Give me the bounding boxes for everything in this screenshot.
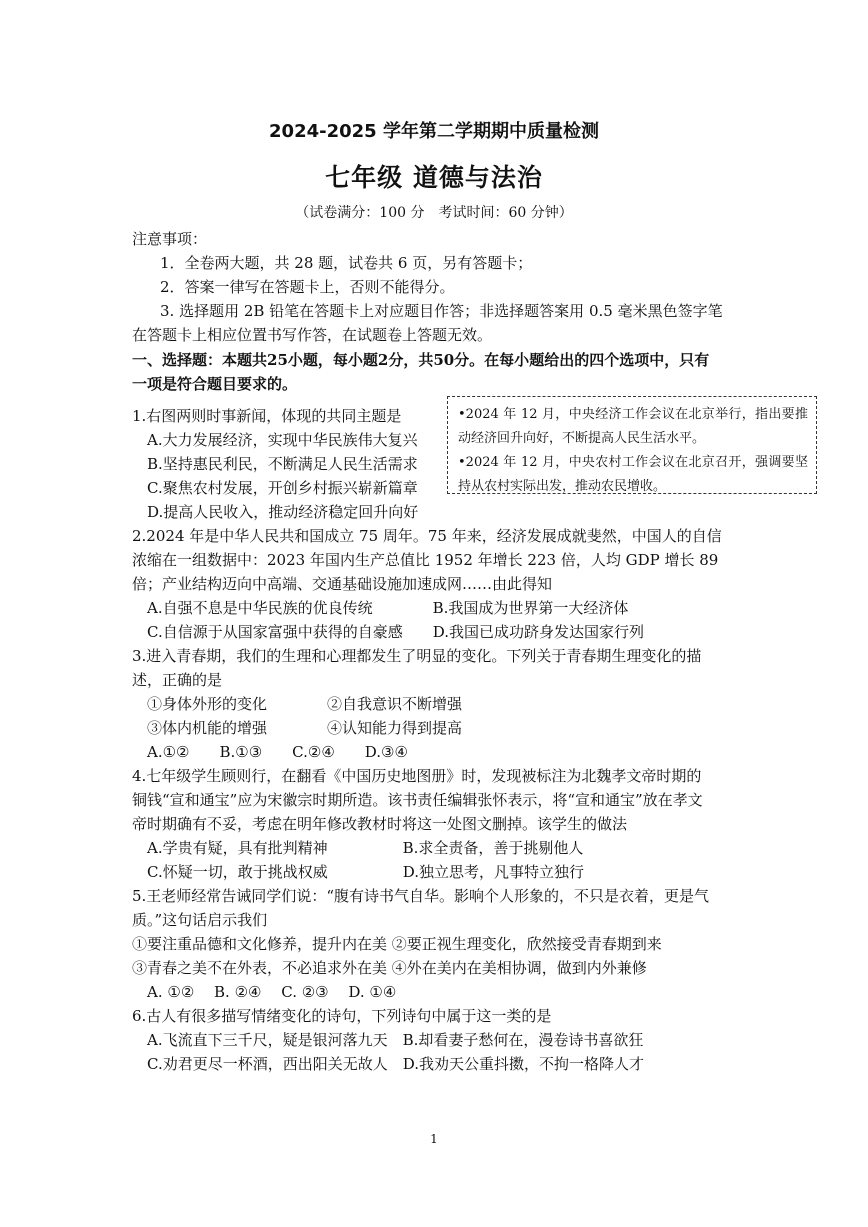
exam-subject: 七年级 道德与法治 bbox=[325, 163, 543, 192]
notice-item-1: 1．全卷两大题，共 28 题，试卷共 6 页，另有答题卡； bbox=[160, 254, 533, 272]
q3-stem-2: 述，正确的是 bbox=[132, 671, 223, 689]
q5-options: A. ①② B. ②④ C. ②③ D. ①④ bbox=[147, 983, 397, 1001]
q2-stem-3: 倍；产业结构迈向中高端、交通基础设施加速成网……由此得知 bbox=[132, 575, 553, 593]
q3-options: A.①② B.①③ C.②④ D.③④ bbox=[147, 743, 408, 761]
q5-stem-2: 质。”这句话启示我们 bbox=[132, 911, 268, 929]
exam-meta: （试卷满分：100 分 考试时间：60 分钟） bbox=[295, 205, 573, 221]
q2-options-ab: A.自强不息是中华民族的优良传统 B.我国成为世界第一大经济体 bbox=[147, 599, 629, 617]
page-number: 1 bbox=[430, 1132, 438, 1146]
section-heading: 一、选择题：本题共25小题，每小题2分，共50分。在每小题给出的四个选项中，只有 bbox=[132, 351, 710, 369]
q6-options-ab: A.飞流直下三千尺，疑是银河落九天 B.却看妻子愁何在，漫卷诗书喜欲狂 bbox=[147, 1031, 644, 1049]
q2-options-cd: C.自信源于从国家富强中获得的自豪感 D.我国已成功跻身发达国家行列 bbox=[147, 623, 644, 641]
notice-item-3: 3. 选择题用 2B 铅笔在答题卡上对应题目作答；非选择题答案用 0.5 毫米黑色签字笔 bbox=[160, 302, 723, 320]
q4-stem-1: 4.七年级学生顾则行，在翻看《中国历史地图册》时，发现被标注为北魏孝文帝时期的 bbox=[132, 767, 702, 785]
q5-statements-12: ①要注重品德和文化修养，提升内在美 ②要正视生理变化，欣然接受青春期到来 bbox=[132, 935, 662, 953]
notice-item-2: 2．答案一律写在答题卡上，否则不能得分。 bbox=[160, 278, 455, 296]
q4-stem-3: 帝时期确有不妥，考虑在明年修改教材时将这一处图文删掉。该学生的做法 bbox=[132, 815, 628, 833]
q1-option-b: B.坚持惠民利民，不断满足人民生活需求 bbox=[147, 455, 418, 473]
section-heading-cont: 一项是符合题目要求的。 bbox=[132, 375, 298, 393]
q3-stem-1: 3.进入青春期，我们的生理和心理都发生了明显的变化。下列关于青春期生理变化的描 bbox=[132, 647, 702, 665]
exam-title: 2024-2025 学年第二学期期中质量检测 bbox=[269, 121, 599, 142]
q1-option-a: A.大力发展经济，实现中华民族伟大复兴 bbox=[147, 431, 418, 449]
q4-stem-2: 铜钱“宣和通宝”应为宋徽宗时期所造。该书责任编辑张怀表示，将“宣和通宝”放在孝文 bbox=[132, 791, 703, 809]
q4-options-ab: A.学贵有疑，具有批判精神 B.求全责备，善于挑剔他人 bbox=[147, 839, 584, 857]
news-box bbox=[447, 396, 817, 494]
q2-stem-1: 2.2024 年是中华人民共和国成立 75 周年。75 年来，经济发展成就斐然，中国人的自信 bbox=[132, 527, 722, 545]
q5-statements-34: ③青春之美不在外表，不必追求外在美 ④外在美内在美相协调，做到内外兼修 bbox=[132, 959, 647, 977]
q6-options-cd: C.劝君更尽一杯酒，西出阳关无故人 D.我劝天公重抖擞，不拘一格降人才 bbox=[147, 1055, 644, 1073]
news-item-1: •2024 年 12 月，中央经济工作会议在北京举行，指出要推动经济回升向好，不断提高人民生活水平。 bbox=[458, 407, 808, 446]
q6-stem: 6.古人有很多描写情绪变化的诗句，下列诗句中属于这一类的是 bbox=[132, 1007, 552, 1025]
q3-statements-34: ③体内机能的增强 ④认知能力得到提高 bbox=[147, 719, 463, 737]
notice-heading: 注意事项： bbox=[132, 230, 208, 248]
q1-option-c: C.聚焦农村发展，开创乡村振兴崭新篇章 bbox=[147, 479, 418, 497]
news-item-2: •2024 年 12 月，中央农村工作会议在北京召开，强调要坚持从农村实际出发，推动农民增收。 bbox=[458, 455, 808, 494]
notice-item-3-cont: 在答题卡上相应位置书写作答，在试题卷上答题无效。 bbox=[132, 326, 493, 344]
q5-stem-1: 5.王老师经常告诫同学们说：“腹有诗书气自华。影响个人形象的，不只是衣着，更是气 bbox=[132, 887, 709, 905]
q1-option-d: D.提高人民收入，推动经济稳定回升向好 bbox=[147, 503, 419, 521]
q3-statements-12: ①身体外形的变化 ②自我意识不断增强 bbox=[147, 695, 463, 713]
q4-options-cd: C.怀疑一切，敢于挑战权威 D.独立思考，凡事特立独行 bbox=[147, 863, 584, 881]
q2-stem-2: 浓缩在一组数据中：2023 年国内生产总值比 1952 年增长 223 倍，人均 GDP 增长 89 bbox=[132, 551, 719, 569]
q1-stem: 1.右图两则时事新闻，体现的共同主题是 bbox=[132, 407, 402, 425]
